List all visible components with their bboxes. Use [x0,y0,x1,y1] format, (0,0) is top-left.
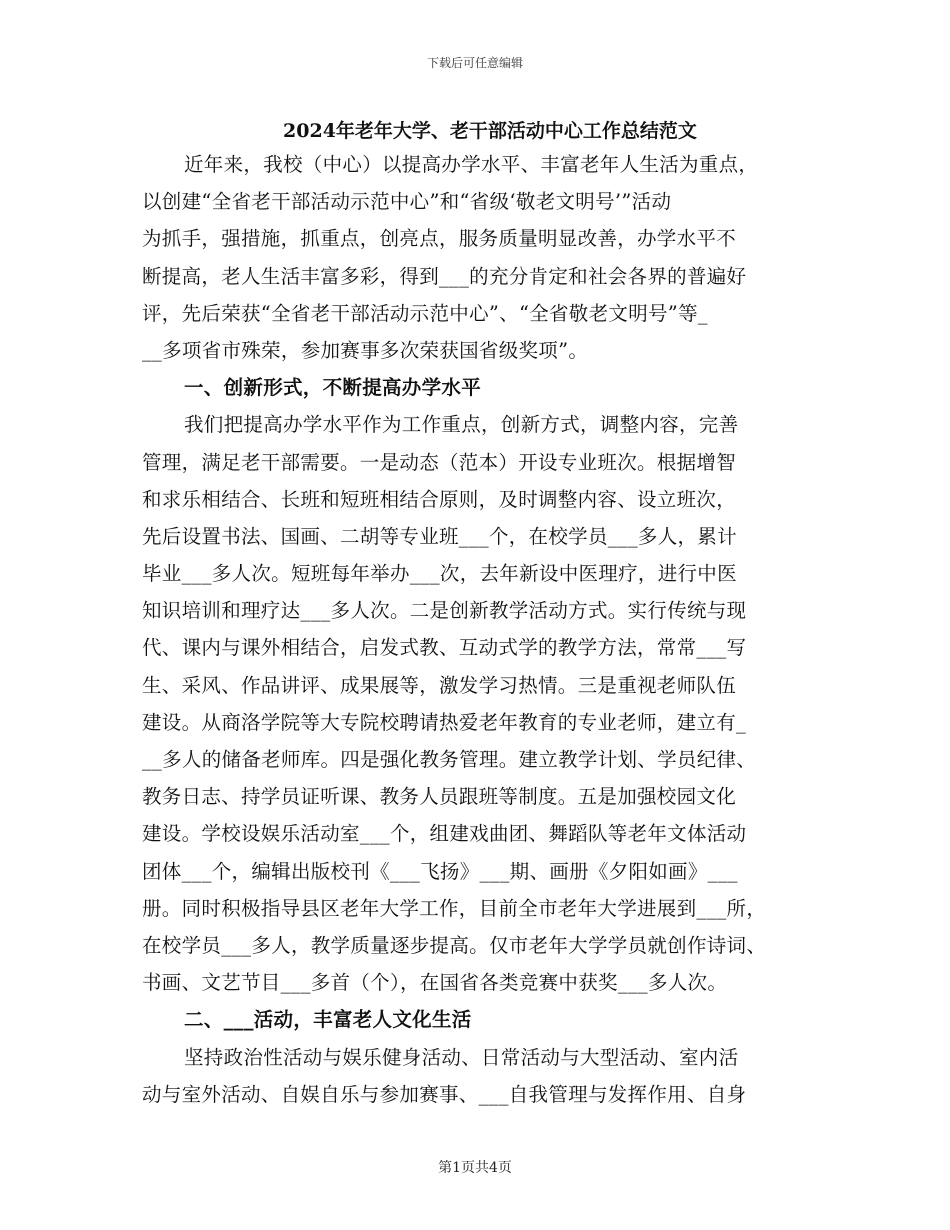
paragraph-line: 教务日志、持学员证听课、教务人员跟班等制度。五是加强校园文化 [142,785,737,809]
paragraph-line: 在校学员___多人，教学质量逐步提高。仅市老年大学学员就创作诗词、 [142,933,767,957]
paragraph-line: 知识培训和理疗达___多人次。二是创新教学活动方式。实行传统与现 [142,599,747,623]
paragraph-line: 书画、文艺节目___多首（个），在国省各类竞赛中获奖___多人次。 [142,971,728,995]
document-title: 2024年老年大学、老干部活动中心工作总结范文 [283,120,697,142]
paragraph-line: 评，先后荣获“全省老干部活动示范中心”、“全省敬老文明号”等_ [142,301,708,325]
page-header-note: 下载后可任意编辑 [426,56,523,70]
paragraph-line: 和求乐相结合、长班和短班相结合原则，及时调整内容、设立班次， [142,487,737,511]
paragraph-line: __多人的储备老师库。四是强化教务管理。建立教学计划、学员纪律、 [142,748,757,771]
section-heading-1: 一、创新形式，不断提高办学水平 [184,376,482,400]
paragraph-line: 断提高，老人生活丰富多彩，得到___的充分肯定和社会各界的普遍好 [142,264,747,288]
section-heading-2: 二、___活动，丰富老人文化生活 [184,1008,472,1032]
paragraph-line: 建设。学校设娱乐活动室___个，组建戏曲团、舞蹈队等老年文体活动 [142,822,747,846]
paragraph-line: 先后设置书法、国画、二胡等专业班___个，在校学员___多人，累计 [142,524,737,548]
paragraph-line: 建设。从商洛学院等大专院校聘请热爱老年教育的专业老师，建立有_ [142,710,747,734]
paragraph-line: 坚持政治性活动与娱乐健身活动、日常活动与大型活动、室内活 [184,1045,739,1069]
paragraph-line: 管理，满足老干部需要。一是动态（范本）开设专业班次。根据增智 [142,450,737,474]
document-body [142,146,814,1113]
page-number: 第1页共4页 [438,1160,512,1176]
paragraph-line: 毕业___多人次。短班每年举办___次，去年新设中医理疗，进行中医 [142,562,737,586]
paragraph-line: __多项省市殊荣，参加赛事多次荣获国省级奖项”。 [142,338,589,362]
paragraph-line: 团体___个，编辑出版校刊《___飞扬》___期、画册《夕阳如画》___ [142,859,738,883]
paragraph-line: 为抓手，强措施，抓重点，创亮点，服务质量明显改善，办学水平不 [142,227,737,251]
paragraph-line: 动与室外活动、自娱自乐与参加赛事、___自我管理与发挥作用、自身 [142,1082,747,1106]
paragraph-line: 以创建“全省老干部活动示范中心”和“省级‘敬老文明号’”活动 [142,190,672,214]
paragraph-line: 册。同时积极指导县区老年大学工作，目前全市老年大学进展到___所， [142,896,767,920]
paragraph-line: 近年来，我校（中心）以提高办学水平、丰富老年人生活为重点， [184,153,759,176]
paragraph-line: 生、采风、作品讲评、成果展等，激发学习热情。三是重视老师队伍 [142,673,737,697]
paragraph-line: 代、课内与课外相结合，启发式教、互动式学的教学方法，常常___写 [142,636,747,660]
paragraph-line: 我们把提高办学水平作为工作重点，创新方式，调整内容，完善 [184,413,739,437]
